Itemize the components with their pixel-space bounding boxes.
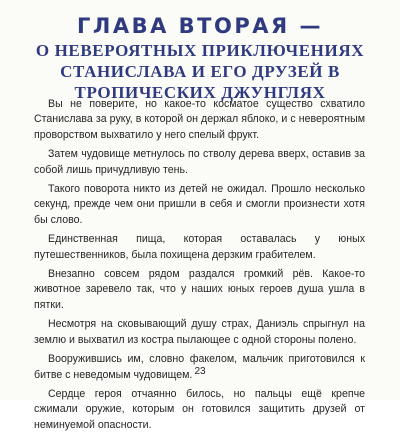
paragraph: Вы не поверите, но какое-то косматое существо схватило Станислава за руку, в которой он держал яблоко, и с невероятным проворством выхватило у него спелый фрукт. [34, 98, 365, 141]
page-number: 23 [194, 366, 206, 377]
paragraph: Сердце героя отчаянно билось, но пальцы ещё крепче сжимали оружие, которым он готовился защитить друзей от неминуемой опасности. [34, 387, 365, 431]
paragraph: Несмотря на сковывающий душу страх, Даниэль спрыгнул на землю и выхватил из костра пылающее с одной стороны полено. [34, 318, 365, 346]
paragraph: Вооружившись им, словно факелом, мальчик приготовился к битве с неведомым чудовищем. [34, 353, 365, 381]
chapter-body [34, 97, 365, 437]
paragraph: Внезапно совсем рядом раздался громкий рёв. Какое-то животное заревело так, что у наших юных героев душа ушла в пятки. [34, 268, 365, 311]
paragraph: Единственная пища, которая оставалась у юных путешественников, была похищена дерзким грабителем. [34, 233, 365, 261]
chapter-subtitle: О НЕВЕРОЯТНЫХ ПРИКЛЮЧЕНИЯХ СТАНИСЛАВА И ЕГО ДРУЗЕЙ В ТРОПИЧЕСКИХ ДЖУНГЛЯХ [35, 41, 365, 102]
paragraph: Такого поворота никто из детей не ожидал. Прошло несколько секунд, прежде чем они пришли в себя и смогли произнести хотя бы слово. [34, 183, 365, 226]
paragraph: Затем чудовище метнулось по стволу дерева вверх, оставив за собой лишь причудливую тень. [34, 148, 365, 176]
chapter-title: ГЛАВА ВТОРАЯ — [77, 14, 323, 38]
